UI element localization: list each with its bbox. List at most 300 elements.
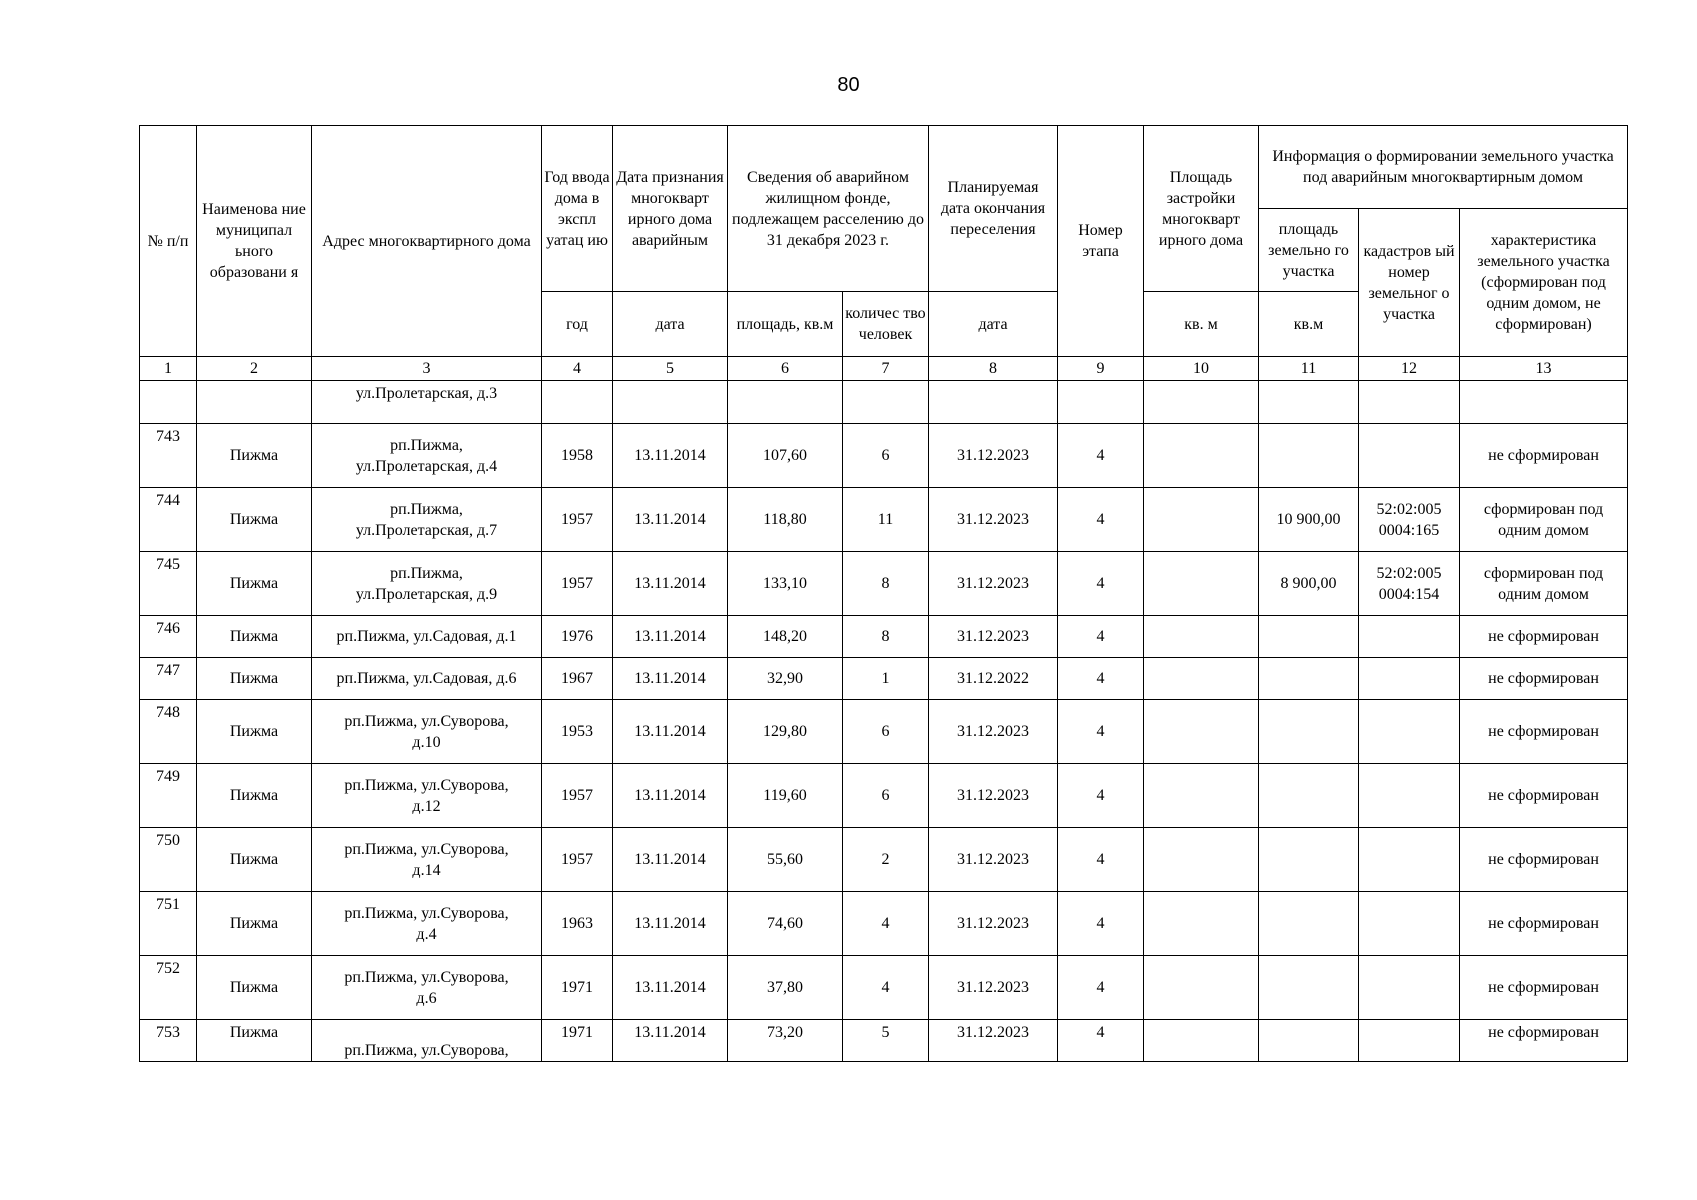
cell-year [542,892,613,956]
cell-stage-line: 4 [1096,511,1105,528]
unit-date: дата [613,292,728,357]
cell-people [843,892,929,956]
table-row [140,1020,1628,1062]
cell-number [140,658,197,700]
cell-people-line: 2 [881,851,890,868]
cell-characteristic-line: не сформирован [1488,979,1599,996]
column-number: 13 [1460,357,1628,381]
cell-year [542,658,613,700]
cell-year [542,424,613,488]
cell-stage [1058,700,1144,764]
cell-stage-line: 4 [1096,447,1105,464]
cell-characteristic [1460,764,1628,828]
cell-land-area [1259,828,1359,892]
cell-address-line: рп.Пижма, [390,436,463,454]
cell-address-line: д.6 [416,989,437,1007]
header-planned-end: Планируемая дата окончания переселения [929,126,1058,292]
table-row [140,764,1628,828]
cell-characteristic-line: одним домом [1498,521,1589,539]
column-number: 7 [843,357,929,381]
cell-people [843,381,929,424]
cell-year [542,381,613,424]
cell-end-date [929,552,1058,616]
cell-building-area [1144,1020,1259,1062]
unit-year: год [542,292,613,357]
cell-year [542,552,613,616]
cell-characteristic [1460,381,1628,424]
cell-area-line: 37,80 [767,979,803,996]
cell-characteristic [1460,956,1628,1020]
cell-area [728,616,843,658]
cell-people [843,552,929,616]
cell-stage [1058,892,1144,956]
cell-address-line: д.4 [416,925,437,943]
cell-cadastral [1359,381,1460,424]
cell-land-area [1259,700,1359,764]
cell-address-line: рп.Пижма, ул.Суворова, [344,712,509,730]
cell-municipality-line: Пижма [229,1024,279,1041]
cell-characteristic-line: сформирован под [1483,564,1604,582]
cell-cadastral-line: 52:02:005 [1376,500,1442,518]
table-row [140,381,1628,424]
cell-characteristic [1460,424,1628,488]
column-number-row [140,357,1628,381]
column-number: 1 [140,357,197,381]
cell-land-area [1259,658,1359,700]
cell-land-area [1259,488,1359,552]
cell-end-date-line: 31.12.2023 [957,1024,1029,1041]
cell-number [140,616,197,658]
cell-area [728,956,843,1020]
header-land-info: Информация о формировании земельного участка под аварийным многоквартирным домом [1259,126,1628,209]
cell-characteristic-line: сформирован под [1483,500,1604,518]
cell-year-line: 1957 [561,511,593,528]
cell-municipality-line: Пижма [229,979,279,996]
cell-stage-line: 4 [1096,1024,1105,1041]
cell-people [843,488,929,552]
cell-characteristic [1460,828,1628,892]
cell-cadastral [1359,424,1460,488]
cell-end-date-line: 31.12.2023 [957,723,1029,740]
column-number: 8 [929,357,1058,381]
cell-address-line: ул.Пролетарская, д.9 [355,585,498,603]
cell-end-date [929,1020,1058,1062]
cell-municipality [197,1020,312,1062]
cell-end-date [929,424,1058,488]
cell-cadastral [1359,616,1460,658]
cell-year [542,700,613,764]
cell-stage [1058,764,1144,828]
cell-address-line: ул.Пролетарская, д.7 [355,521,498,539]
cell-people-line: 4 [881,915,890,932]
cell-people [843,658,929,700]
cell-municipality-line: Пижма [229,447,279,464]
cell-characteristic-line: не сформирован [1488,670,1599,687]
cell-number-line: 743 [156,428,180,445]
cell-end-date [929,488,1058,552]
cell-end-date-line: 31.12.2023 [957,447,1029,464]
cell-area-line: 107,60 [763,447,807,464]
cell-date-line: 13.11.2014 [634,787,706,804]
cell-end-date [929,658,1058,700]
cell-people [843,956,929,1020]
cell-address [312,616,542,658]
cell-area-line: 32,90 [767,670,803,687]
cell-number-line: 749 [156,768,180,785]
cell-year-line: 1957 [561,787,593,804]
cell-end-date-line: 31.12.2023 [957,628,1029,645]
cell-date [613,828,728,892]
header-stage: Номер этапа [1058,126,1144,357]
cell-date-line: 13.11.2014 [634,915,706,932]
cell-characteristic-line: не сформирован [1488,1024,1599,1041]
cell-building-area [1144,488,1259,552]
cell-number-line: 747 [156,662,180,679]
cell-number [140,828,197,892]
cell-number [140,700,197,764]
cell-stage-line: 4 [1096,723,1105,740]
cell-date [613,658,728,700]
cell-area [728,828,843,892]
cell-number-line: 753 [156,1024,180,1041]
cell-year [542,488,613,552]
cell-end-date-line: 31.12.2023 [957,787,1029,804]
column-number: 6 [728,357,843,381]
table-row [140,892,1628,956]
cell-date [613,424,728,488]
cell-characteristic-line: не сформирован [1488,851,1599,868]
cell-cadastral-line: 0004:154 [1378,585,1440,603]
cell-number [140,424,197,488]
cell-characteristic [1460,658,1628,700]
cell-address-line: рп.Пижма, ул.Суворова, [344,904,509,922]
cell-year-line: 1971 [561,979,593,996]
column-number: 11 [1259,357,1359,381]
cell-area [728,764,843,828]
cell-address-line: рп.Пижма, ул.Суворова, [344,1042,509,1059]
cell-date-line: 13.11.2014 [634,447,706,464]
cell-end-date [929,616,1058,658]
cell-address-line: рп.Пижма, ул.Суворова, [344,776,509,794]
cell-area-line: 55,60 [767,851,803,868]
table-body [140,381,1628,1062]
header-land-area: площадь земельно го участка [1259,209,1359,292]
cell-area [728,700,843,764]
cell-year [542,956,613,1020]
cell-land-area [1259,616,1359,658]
cell-area-line: 133,10 [763,575,807,592]
cell-municipality-line: Пижма [229,628,279,645]
cell-number [140,381,197,424]
cell-municipality-line: Пижма [229,723,279,740]
cell-number [140,1020,197,1062]
table-row [140,658,1628,700]
cell-building-area [1144,764,1259,828]
cell-date [613,892,728,956]
cell-address-line: рп.Пижма, ул.Суворова, [344,968,509,986]
cell-date-line: 13.11.2014 [634,723,706,740]
cell-stage-line: 4 [1096,979,1105,996]
cell-stage-line: 4 [1096,851,1105,868]
cell-cadastral-line: 0004:165 [1378,521,1440,539]
table-row [140,552,1628,616]
cell-end-date-line: 31.12.2022 [957,670,1029,687]
cell-number [140,488,197,552]
cell-year-line: 1958 [561,447,593,464]
cell-people-line: 6 [881,723,890,740]
cell-characteristic-line: не сформирован [1488,628,1599,645]
cell-address-line: д.12 [412,797,441,815]
cell-address-line: д.10 [412,733,441,751]
cell-stage [1058,956,1144,1020]
header-characteristic: характеристика земельного участка (сформирован под одним домом, не сформирован) [1460,209,1628,357]
cell-people [843,424,929,488]
cell-people-line: 1 [881,670,890,687]
header-municipality: Наименова ние муниципал ьного образовани я [197,126,312,357]
cell-stage [1058,616,1144,658]
cell-address [312,488,542,552]
cell-cadastral [1359,1020,1460,1062]
cell-address [312,764,542,828]
cell-land-area [1259,1020,1359,1062]
cell-people-line: 8 [881,575,890,592]
cell-year [542,616,613,658]
cell-end-date-line: 31.12.2023 [957,575,1029,592]
cell-date-line: 13.11.2014 [634,1024,706,1041]
header-year: Год ввода дома в экспл уатац ию [542,126,613,292]
cell-end-date [929,956,1058,1020]
cell-date-line: 13.11.2014 [634,851,706,868]
cell-year-line: 1963 [561,915,593,932]
cell-cadastral [1359,552,1460,616]
cell-municipality [197,552,312,616]
cell-municipality [197,892,312,956]
cell-people [843,828,929,892]
unit-end-date: дата [929,292,1058,357]
cell-stage [1058,381,1144,424]
cell-address [312,700,542,764]
cell-number [140,956,197,1020]
cell-people-line: 6 [881,787,890,804]
unit-land-area: кв.м [1259,292,1359,357]
cell-characteristic [1460,892,1628,956]
column-number: 5 [613,357,728,381]
cell-number-line: 744 [156,492,180,509]
cell-address-line: ул.Пролетарская, д.4 [355,457,498,475]
cell-building-area [1144,700,1259,764]
cell-building-area [1144,616,1259,658]
cell-end-date [929,828,1058,892]
cell-address-line: рп.Пижма, ул.Суворова, [344,840,509,858]
cell-stage-line: 4 [1096,628,1105,645]
cell-end-date [929,381,1058,424]
cell-people-line: 6 [881,447,890,464]
cell-address-line: д.14 [412,861,441,879]
header-number: № п/п [140,126,197,357]
page-number: 80 [837,74,860,96]
cell-area [728,1020,843,1062]
unit-area: площадь, кв.м [728,292,843,357]
cell-cadastral [1359,892,1460,956]
cell-municipality [197,956,312,1020]
cell-year [542,828,613,892]
cell-municipality [197,700,312,764]
cell-area-line: 73,20 [767,1024,803,1041]
cell-area-line: 118,80 [763,511,807,528]
cell-municipality [197,658,312,700]
cell-people-line: 4 [881,979,890,996]
cell-date [613,956,728,1020]
header-cadastral: кадастров ый номер земельног о участка [1359,209,1460,357]
cell-building-area [1144,424,1259,488]
header-building-area: Площадь застройки многокварт ирного дома [1144,126,1259,292]
cell-municipality [197,424,312,488]
cell-end-date [929,700,1058,764]
cell-date [613,764,728,828]
cell-date [613,552,728,616]
cell-number-line: 745 [156,556,180,573]
cell-people [843,700,929,764]
cell-number-line: 752 [156,960,180,977]
cell-address-line: рп.Пижма, [390,564,463,582]
cell-cadastral [1359,658,1460,700]
cell-stage-line: 4 [1096,787,1105,804]
cell-date [613,616,728,658]
cell-building-area [1144,828,1259,892]
table-row [140,488,1628,552]
cell-characteristic-line: не сформирован [1488,723,1599,740]
header-recognition-date: Дата признания многокварт ирного дома аварийным [613,126,728,292]
cell-date [613,1020,728,1062]
cell-stage-line: 4 [1096,575,1105,592]
cell-cadastral [1359,700,1460,764]
cell-date [613,381,728,424]
cell-people-line: 11 [877,511,894,528]
cell-cadastral [1359,956,1460,1020]
cell-characteristic-line: не сформирован [1488,447,1599,464]
cell-characteristic [1460,700,1628,764]
cell-area-line: 148,20 [763,628,807,645]
cell-stage-line: 4 [1096,915,1105,932]
cell-address-line: рп.Пижма, ул.Садовая, д.1 [336,628,517,645]
cell-year-line: 1957 [561,851,593,868]
cell-cadastral-line: 52:02:005 [1376,564,1442,582]
cell-land-area [1259,956,1359,1020]
table-row [140,424,1628,488]
cell-people [843,764,929,828]
cell-year-line: 1967 [561,670,593,687]
cell-cadastral [1359,828,1460,892]
table-row [140,956,1628,1020]
cell-year-line: 1957 [561,575,593,592]
unit-people: количес тво человек [843,292,929,357]
cell-end-date-line: 31.12.2023 [957,915,1029,932]
cell-people-line: 5 [881,1024,890,1041]
column-number: 2 [197,357,312,381]
cell-characteristic [1460,616,1628,658]
cell-stage-line: 4 [1096,670,1105,687]
cell-end-date [929,764,1058,828]
cell-number [140,892,197,956]
table-header [140,126,1628,381]
cell-area-line: 74,60 [767,915,803,932]
cell-year-line: 1976 [561,628,593,645]
cell-address [312,552,542,616]
cell-end-date-line: 31.12.2023 [957,979,1029,996]
cell-address [312,956,542,1020]
unit-building-area: кв. м [1144,292,1259,357]
header-address: Адрес многоквартирного дома [312,126,542,357]
column-number: 10 [1144,357,1259,381]
cell-municipality-line: Пижма [229,511,279,528]
cell-year-line: 1953 [561,723,593,740]
cell-municipality [197,381,312,424]
cell-municipality-line: Пижма [229,851,279,868]
cell-number [140,764,197,828]
header-housing-info: Сведения об аварийном жилищном фонде, подлежащем расселению до 31 декабря 2023 г. [728,126,929,292]
emergency-housing-table [139,125,1628,1062]
cell-land-area [1259,381,1359,424]
cell-building-area [1144,552,1259,616]
cell-municipality [197,488,312,552]
column-number: 3 [312,357,542,381]
table-row [140,616,1628,658]
cell-date-line: 13.11.2014 [634,670,706,687]
cell-building-area [1144,956,1259,1020]
cell-characteristic [1460,552,1628,616]
cell-building-area [1144,658,1259,700]
cell-land-area-line: 10 900,00 [1276,511,1341,528]
cell-area [728,658,843,700]
cell-number-line: 748 [156,704,180,721]
cell-number [140,552,197,616]
cell-stage [1058,658,1144,700]
cell-building-area [1144,381,1259,424]
cell-municipality-line: Пижма [229,575,279,592]
column-number: 12 [1359,357,1460,381]
cell-stage [1058,1020,1144,1062]
cell-municipality [197,616,312,658]
cell-year [542,764,613,828]
cell-date [613,700,728,764]
cell-people [843,1020,929,1062]
cell-address: ул.Пролетарская, д.3 [312,381,542,424]
cell-date-line: 13.11.2014 [634,628,706,645]
column-number: 4 [542,357,613,381]
cell-area [728,552,843,616]
cell-characteristic [1460,488,1628,552]
cell-end-date-line: 31.12.2023 [957,511,1029,528]
cell-municipality-line: Пижма [229,915,279,932]
cell-stage [1058,828,1144,892]
cell-year [542,1020,613,1062]
cell-date-line: 13.11.2014 [634,979,706,996]
cell-land-area [1259,764,1359,828]
cell-date-line: 13.11.2014 [634,575,706,592]
cell-area-line: 129,80 [763,723,807,740]
cell-land-area-line: 8 900,00 [1280,575,1337,592]
cell-date-line: 13.11.2014 [634,511,706,528]
cell-stage [1058,552,1144,616]
cell-land-area [1259,552,1359,616]
column-number: 9 [1058,357,1144,381]
cell-address [312,424,542,488]
table-row [140,700,1628,764]
cell-people [843,616,929,658]
cell-number-line: 746 [156,620,180,637]
cell-address [312,892,542,956]
cell-municipality [197,764,312,828]
